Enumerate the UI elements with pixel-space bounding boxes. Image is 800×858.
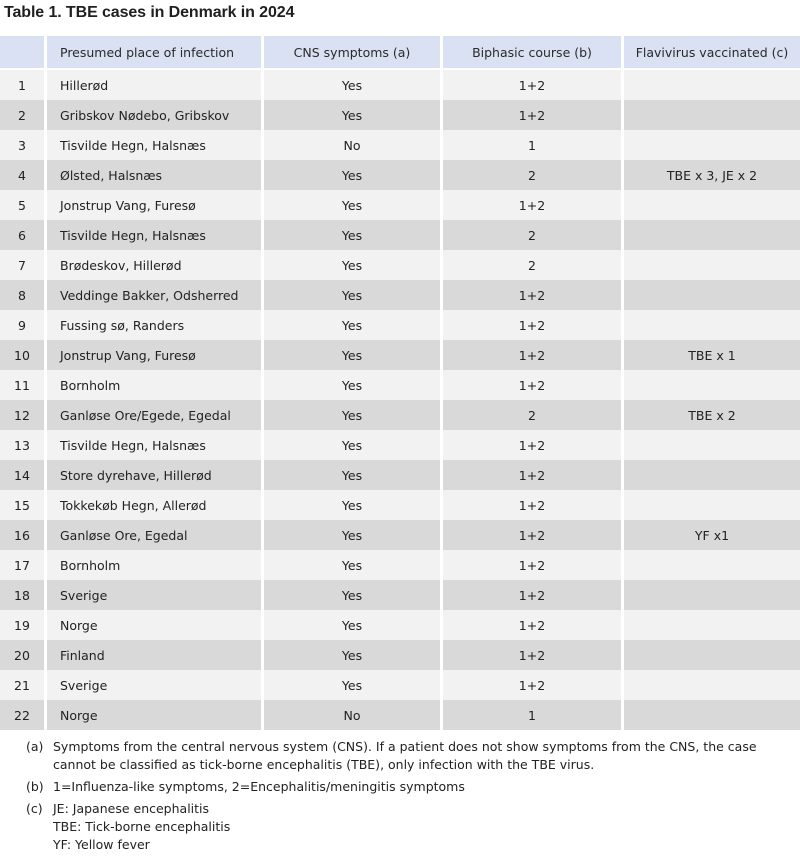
cell-biphasic: 1+2: [443, 190, 624, 220]
cell-vaccinated: [624, 100, 800, 130]
cell-biphasic: 1+2: [443, 280, 624, 310]
cell-place: Brødeskov, Hillerød: [47, 250, 264, 280]
cell-vaccinated: [624, 550, 800, 580]
cell-place: Norge: [47, 700, 264, 730]
cell-place: Sverige: [47, 670, 264, 700]
cell-cns: Yes: [264, 250, 443, 280]
table-row: [0, 640, 800, 670]
cell-place: Tisvilde Hegn, Halsnæs: [47, 220, 264, 250]
table-row: [0, 700, 800, 730]
cell-cns: Yes: [264, 430, 443, 460]
col-header-biphasic: Biphasic course (b): [443, 36, 624, 70]
table-row: [0, 70, 800, 100]
cell-case-number: 16: [0, 520, 47, 550]
cell-cns: Yes: [264, 580, 443, 610]
cell-vaccinated: [624, 640, 800, 670]
cell-case-number: 5: [0, 190, 47, 220]
footnote-key: (c): [26, 801, 43, 816]
cell-biphasic: 1+2: [443, 580, 624, 610]
cell-case-number: 2: [0, 100, 47, 130]
cell-cns: Yes: [264, 70, 443, 100]
cell-place: Veddinge Bakker, Odsherred: [47, 280, 264, 310]
cell-place: Jonstrup Vang, Furesø: [47, 340, 264, 370]
cell-biphasic: 1+2: [443, 670, 624, 700]
cell-cns: Yes: [264, 610, 443, 640]
table-row: [0, 370, 800, 400]
table-row: [0, 340, 800, 370]
cell-vaccinated: [624, 310, 800, 340]
cell-case-number: 7: [0, 250, 47, 280]
cell-biphasic: 1+2: [443, 100, 624, 130]
cell-vaccinated: YF x1: [624, 520, 800, 550]
cell-case-number: 1: [0, 70, 47, 100]
cell-biphasic: 1+2: [443, 340, 624, 370]
cell-vaccinated: [624, 370, 800, 400]
col-header-place: Presumed place of infection: [47, 36, 264, 70]
table-row: [0, 160, 800, 190]
cell-biphasic: 1+2: [443, 310, 624, 340]
cell-case-number: 11: [0, 370, 47, 400]
cell-vaccinated: [624, 250, 800, 280]
cell-vaccinated: TBE x 2: [624, 400, 800, 430]
cell-vaccinated: [624, 460, 800, 490]
cell-biphasic: 1+2: [443, 490, 624, 520]
cell-cns: Yes: [264, 400, 443, 430]
cell-vaccinated: [624, 430, 800, 460]
cell-biphasic: 1+2: [443, 640, 624, 670]
col-header-number: [0, 36, 47, 70]
footnote-line: 1=Influenza-like symptoms, 2=Encephalitis/meningitis symptoms: [53, 779, 465, 794]
cell-vaccinated: [624, 190, 800, 220]
table-row: [0, 430, 800, 460]
table-row: [0, 250, 800, 280]
cell-place: Bornholm: [47, 370, 264, 400]
cell-place: Sverige: [47, 580, 264, 610]
cell-cns: Yes: [264, 640, 443, 670]
cell-biphasic: 1: [443, 130, 624, 160]
cell-cns: Yes: [264, 340, 443, 370]
footnote-line: JE: Japanese encephalitis: [53, 801, 210, 816]
cell-place: Jonstrup Vang, Furesø: [47, 190, 264, 220]
col-header-cns: CNS symptoms (a): [264, 36, 443, 70]
cell-biphasic: 1+2: [443, 460, 624, 490]
cell-biphasic: 1+2: [443, 430, 624, 460]
cell-cns: Yes: [264, 670, 443, 700]
cell-vaccinated: [624, 670, 800, 700]
footnote-key: (a): [26, 739, 44, 754]
cell-place: Bornholm: [47, 550, 264, 580]
table-row: [0, 610, 800, 640]
table-row: [0, 400, 800, 430]
cell-place: Gribskov Nødebo, Gribskov: [47, 100, 264, 130]
cell-biphasic: 1: [443, 700, 624, 730]
cell-cns: No: [264, 130, 443, 160]
cell-cns: Yes: [264, 550, 443, 580]
cell-biphasic: 1+2: [443, 520, 624, 550]
cell-case-number: 10: [0, 340, 47, 370]
cell-vaccinated: [624, 70, 800, 100]
table-row: [0, 130, 800, 160]
table-row: [0, 580, 800, 610]
footnote-key: (b): [26, 779, 44, 794]
cell-place: Tisvilde Hegn, Halsnæs: [47, 430, 264, 460]
cell-biphasic: 2: [443, 160, 624, 190]
cell-cns: Yes: [264, 100, 443, 130]
cell-biphasic: 1+2: [443, 610, 624, 640]
cell-biphasic: 1+2: [443, 550, 624, 580]
cell-vaccinated: [624, 280, 800, 310]
cell-case-number: 22: [0, 700, 47, 730]
page-title: Table 1. TBE cases in Denmark in 2024: [4, 4, 295, 21]
cell-place: Fussing sø, Randers: [47, 310, 264, 340]
cell-case-number: 6: [0, 220, 47, 250]
cell-vaccinated: [624, 490, 800, 520]
cell-place: Hillerød: [47, 70, 264, 100]
footnote-line: TBE: Tick-borne encephalitis: [53, 819, 231, 834]
cell-place: Ganløse Ore/Egede, Egedal: [47, 400, 264, 430]
table-row: [0, 670, 800, 700]
cell-cns: Yes: [264, 220, 443, 250]
cell-biphasic: 2: [443, 250, 624, 280]
cell-cns: Yes: [264, 190, 443, 220]
cell-cns: Yes: [264, 370, 443, 400]
cell-place: Store dyrehave, Hillerød: [47, 460, 264, 490]
cell-case-number: 3: [0, 130, 47, 160]
cell-vaccinated: TBE x 1: [624, 340, 800, 370]
cell-case-number: 20: [0, 640, 47, 670]
table-row: [0, 520, 800, 550]
cell-cns: No: [264, 700, 443, 730]
cell-case-number: 9: [0, 310, 47, 340]
cell-place: Norge: [47, 610, 264, 640]
table-row: [0, 490, 800, 520]
cell-place: Ølsted, Halsnæs: [47, 160, 264, 190]
col-header-vaccinated: Flavivirus vaccinated (c): [624, 36, 800, 70]
cell-biphasic: 1+2: [443, 70, 624, 100]
footnote-text: [53, 738, 796, 774]
footnotes: [26, 738, 796, 858]
footnote-line: YF: Yellow fever: [53, 837, 150, 852]
table-row: [0, 280, 800, 310]
cell-cns: Yes: [264, 460, 443, 490]
cell-cns: Yes: [264, 490, 443, 520]
table-row: [0, 460, 800, 490]
cell-vaccinated: [624, 700, 800, 730]
cell-cns: Yes: [264, 280, 443, 310]
cell-case-number: 8: [0, 280, 47, 310]
cell-case-number: 4: [0, 160, 47, 190]
cell-case-number: 18: [0, 580, 47, 610]
tbe-cases-table: [0, 36, 800, 730]
table-row: [0, 550, 800, 580]
cell-place: Ganløse Ore, Egedal: [47, 520, 264, 550]
footnote-line: Symptoms from the central nervous system (CNS). If a patient does not show symptoms from the CNS, the case: [53, 739, 757, 754]
footnote-line: cannot be classified as tick-borne encephalitis (TBE), only infection with the TBE virus.: [53, 757, 595, 772]
cell-cns: Yes: [264, 520, 443, 550]
cell-case-number: 17: [0, 550, 47, 580]
cell-vaccinated: [624, 220, 800, 250]
cell-case-number: 14: [0, 460, 47, 490]
cell-cns: Yes: [264, 310, 443, 340]
footnote-c: [26, 800, 796, 854]
cell-case-number: 21: [0, 670, 47, 700]
cell-biphasic: 2: [443, 220, 624, 250]
cell-biphasic: 1+2: [443, 370, 624, 400]
cell-vaccinated: [624, 130, 800, 160]
footnote-a: [26, 738, 796, 774]
cell-vaccinated: [624, 580, 800, 610]
footnote-text: [53, 778, 796, 796]
cell-vaccinated: [624, 610, 800, 640]
cell-place: Finland: [47, 640, 264, 670]
table-row: [0, 100, 800, 130]
footnote-b: [26, 778, 796, 796]
cell-case-number: 12: [0, 400, 47, 430]
cell-case-number: 13: [0, 430, 47, 460]
cell-case-number: 19: [0, 610, 47, 640]
table-header-row: [0, 36, 800, 70]
cell-case-number: 15: [0, 490, 47, 520]
cell-place: Tokkekøb Hegn, Allerød: [47, 490, 264, 520]
cell-place: Tisvilde Hegn, Halsnæs: [47, 130, 264, 160]
table-row: [0, 310, 800, 340]
table-row: [0, 190, 800, 220]
footnote-text: [53, 800, 796, 854]
cell-cns: Yes: [264, 160, 443, 190]
cell-biphasic: 2: [443, 400, 624, 430]
cell-vaccinated: TBE x 3, JE x 2: [624, 160, 800, 190]
table-row: [0, 220, 800, 250]
